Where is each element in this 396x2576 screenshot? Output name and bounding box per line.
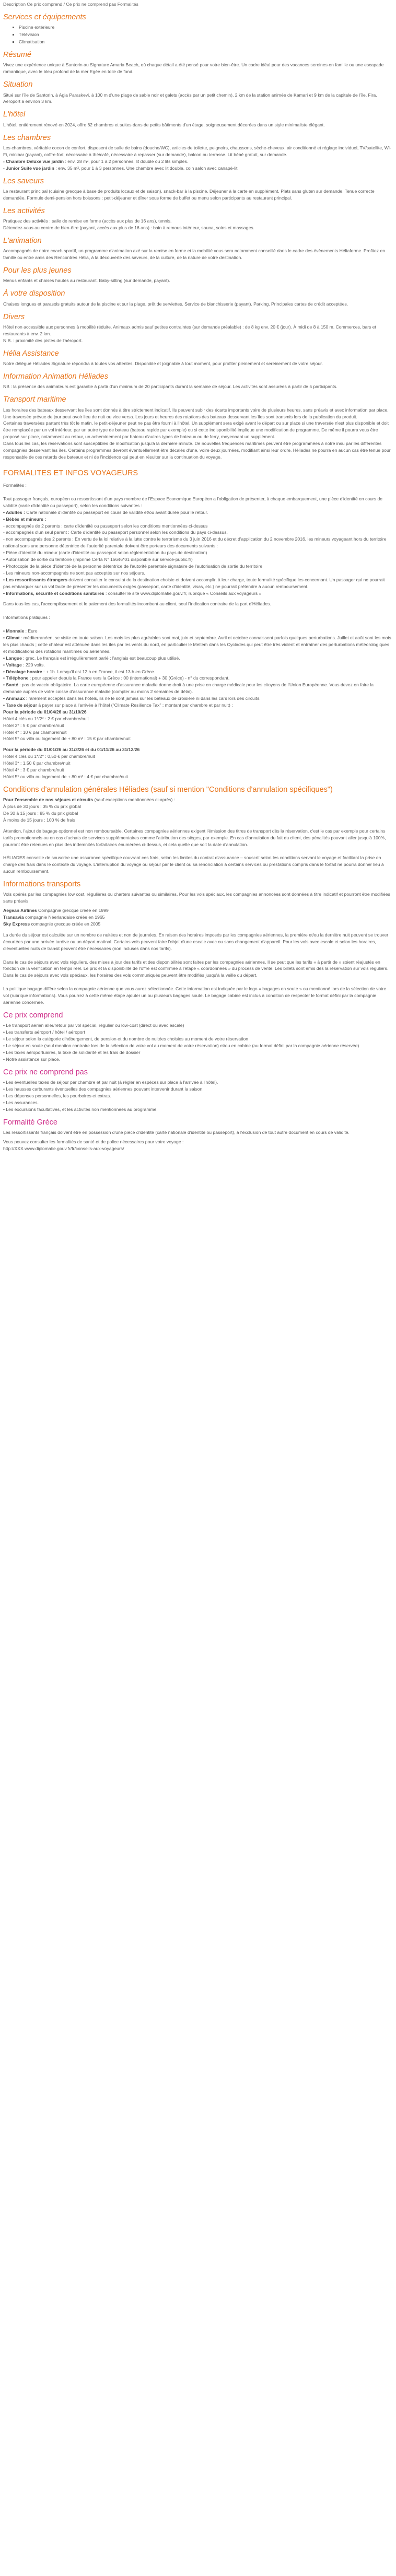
pratique-label: • Langue [3,655,22,661]
chambres-section [3,134,392,172]
situation-text: Situé sur l'île de Santorin, à Agia Paraskevi, à 100 m d'une plage de sable noir et galets (accès par un petit chemin), 2 km de la station animée de Kamari et 9 km de la capitale de l'île, Fira. Aéroport à environ 3 km. [3,92,377,104]
transports-info-section [3,880,392,1006]
services-section [3,13,392,45]
jeunes-title: Pour les plus jeunes [3,266,72,275]
ne-comprend-item: • Les assurances. [3,1099,39,1105]
animation-heliades-text: NB : la présence des animateurs est garantie à partir d'un minimum de 20 participants durant la semaine de séjour. Les activités sont assurées à partir de 5 participants. [3,384,337,390]
tax-line: Hôtel 3* : 5 € par chambre/nuit [3,722,64,728]
list-item: ▪ Télévision [19,31,392,38]
pratique-item [3,628,392,635]
formalites-bebes-label: • Bébés et mineurs : [3,516,46,522]
company-name: Transavia [3,915,24,920]
formalite-grece-p1: Les ressortissants français doivent être en possession d'une pièce d'identité (carte nationale d'identité ou passeport), à l'exclusion de tout autre document en cours de validité. [3,1129,350,1135]
formalites-info-label: • Informations, sécurité et conditions sanitaires [3,590,104,596]
jeunes-text: Menus enfants et chaises hautes au restaurant. Baby-sitting (sur demande, payant). [3,278,170,284]
transports-info-p4: La politique bagage diffère selon la compagnie aérienne que vous aurez sélectionnée. Cette information est indiquée par le logo « bagages en soute » ou mentionné lors de la sélection de votre vol (rubrique informations). Vous pourrez à cette même étape ajouter un ou plusieurs bagages soute. Le bagage cabine est inclus à condition de respecter le format défini par la compagnie aérienne concernée. [3,986,387,1005]
formalites-title: FORMALITES ET INFOS VOYAGEURS [3,469,138,477]
tax-period-title [3,746,392,753]
tax-period-label: Pour la période du 01/04/26 au 31/10/26 [3,709,87,715]
annulation-p3: HÉLIADES conseille de souscrire une assurance spécifique couvrant ces frais, selon les limites du contrat d'assurance – souscrit selon les conditions servant le voyage et facilitant la prise en charge des frais dans le contexte du voyage. L'interruption du voyage ou séjour par le client ou sa renonciation à certains services ou prestations compris dans le forfait ne pourra donner lieu à aucun remboursement. [3,855,384,874]
pratique-text: à payer sur place à l'arrivée à l'hôtel ("Climate Resilience Tax" ; montant par chambre et par nuit) : [37,702,233,708]
pratique-label: • Taxe de séjour [3,702,37,708]
tax-line: Hôtel 3* : 1,50 € par chambre/nuit [3,760,71,766]
room-type-label: - Chambre Deluxe vue jardin [3,158,64,164]
pratique-label: • Décalage horaire [3,669,42,674]
services-list [3,24,392,45]
pratique-text: : rarement acceptés dans les hôtels, ils ne le sont jamais sur les bateaux de croisière ni dans les cars lors des circuits. [25,696,261,701]
pratique-item [3,695,392,702]
formalites-bebes-line: - Les mineurs non-accompagnés ne sont pas acceptés sur nos séjours. [3,570,145,576]
saveurs-title: Les saveurs [3,177,44,185]
formalites-subtitle: Formalités : [3,483,27,488]
company-line [3,921,392,928]
animation-title: L'animation [3,236,42,245]
page [0,0,396,1156]
saveurs-section [3,177,392,202]
tax-line: Hôtel 4* : 3 € par chambre/nuit [3,767,64,772]
formalites-info-text: : consulter le site www.diplomatie.gouv.fr, rubrique « Conseils aux voyageurs » [104,590,262,596]
ne-comprend-item: • Les dépenses personnelles, les pourboires et extras. [3,1093,111,1098]
divers-line-1: Hôtel non accessible aux personnes à mobilité réduite. Animaux admis sauf petites contraintes (sur demande préalable) : de 8 kg env. 20 € (jour). À midi de 8 à 150 m. Commerces, bars et restaurants à env. 2 km. [3,324,376,336]
formalites-bebes-line: • Autorisation de sortie du territoire (imprimé Cerfa N° 15646*01 disponible sur service-public.fr) [3,557,193,563]
pratique-text: : + 1h. Lorsqu'il est 12 h en France, il est 13 h en Grèce. [42,669,156,674]
annulation-p2: Attention, l'ajout de bagage optionnel est non remboursable. Certaines compagnies aériennes exigent l'émission des titres de transport dès la réservation, c'est le cas par exemple pour certains tarifs promotionnels ou en cas d'achats de services supplémentaires comme l'attribution des sièges, par exemple. En cas d'annulation du fait du client, des pénalités pouvant aller jusqu'à 100%, pourront être retenues en plus des indemnités forfaitaires énumérées ci-dessus, et cela quelle que soit la date d'annulation. [3,828,386,847]
formalite-grece-title: Formalité Grèce [3,1118,57,1127]
chambres-line-1 [3,158,392,165]
transport-title: Transport maritime [3,395,66,404]
pratique-label: • Climat [3,635,20,641]
pratique-text: : pas de vaccin obligatoire. La carte européenne d'assurance maladie donne droit à une prise en charge médicale pour les citoyens de l'Union Européenne. Vous devez en faire la demande auprès de votre caisse d'assurance maladie (compter au moins 2 semaines de délai). [3,682,374,695]
breadcrumb: Description Ce prix comprend / Ce prix ne comprend pas Formalités [3,2,138,7]
pratique-label: • Monnaie [3,628,25,634]
animation-section [3,237,392,261]
pratique-item [3,635,392,655]
situation-section [3,80,392,105]
transports-info-p1: Vols opérés par les compagnies low cost, régulières ou charters suivantes ou similaires. Pour les vols spéciaux, les compagnies annoncées sont données à titre indicatif et pourront être modifiées sans préavis. [3,892,390,904]
chambres-title: Les chambres [3,133,51,142]
formalites-adultes-label: • Adultes : [3,509,25,515]
comprend-item: • Le séjour selon la catégorie d'hébergement, de pension et du nombre de nuitées choisies au moment de votre réservation [3,1036,248,1042]
company-name: Aegean Airlines [3,908,37,914]
disposition-section [3,289,392,307]
pratique-label: • Voltage [3,662,22,668]
comprend-item: • Les transferts aéroport / hôtel / aéroport [3,1029,85,1035]
services-title: Services et équipements [3,13,86,21]
formalites-etrangers-label: • Les ressortissants étrangers [3,577,67,582]
company-desc: compagnie grecque créée en 2005 [30,921,101,927]
room-type-text: : env. 35 m², pour 1 à 3 personnes. Une chambre avec lit double, coin salon avec canapé-lit. [54,165,239,171]
annulation-line: À plus de 30 jours : 35 % du prix global [3,804,81,810]
pratique-item [3,702,392,709]
pratique-item [3,662,392,669]
animation-heliades-section [3,372,392,390]
activites-section [3,207,392,231]
annulation-intro-label: Pour l'ensemble de nos séjours et circuits [3,797,94,803]
room-type-label: - Junior Suite vue jardin [3,165,54,171]
tax-line: Hôtel 4* : 10 € par chambre/nuit [3,729,67,735]
formalites-note: Dans tous les cas, l'accomplissement et le paiement des formalités incombent au client, seul l'indication contraire de la part d'Héliades. [3,601,271,607]
saveurs-text: Le restaurant principal (cuisine grecque à base de produits locaux et de saison), snack-bar à la piscine. Déjeuner à la carte en supplément. Plats sans gluten sur demande. Tenue correcte demandée. Formule demi-pension hors boissons : petit-déjeuner et dîner sous forme de buffet ou menu selon participants au restaurant principal. [3,188,375,201]
formalites-section [3,469,392,780]
company-desc: compagnie Néerlandaise créée en 1965 [24,915,105,920]
hotel-title: L'hôtel [3,110,26,119]
animation-heliades-title: Information Animation Héliades [3,372,108,381]
resume-text: Vivez une expérience unique à Santorin au Signature Amaria Beach, où chaque détail a été pensé pour votre bien-être. Un cadre idéal pour des vacances sereines en famille ou une escapade romantique, avec le bleu profond de la mer Egée en toile de fond. [3,62,384,75]
ne-comprend-section [3,1068,392,1113]
tax-line: Hôtel 5* ou villa ou logement de + 80 m² : 4 € par chambre/nuit [3,774,129,779]
activites-line-2: Détendez-vous au centre de bien-être (payant, accès aux plus de 16 ans) : bain à remous intérieur, sauna, soins et massages. [3,225,255,230]
comprend-title: Ce prix comprend [3,1011,63,1020]
company-line [3,907,392,914]
hotel-text: L'hôtel, entièrement rénové en 2024, offre 62 chambres et suites dans de petits bâtiments d'un étage, soigneusement décorées dans un style minimaliste élégant. [3,122,325,127]
comprend-item: • Notre assistance sur place. [3,1056,61,1062]
pratique-item [3,669,392,675]
disposition-title: À votre disposition [3,289,65,298]
ne-comprend-item: • Les hausses carburants éventuelles des compagnies aériennes pouvant intervenir durant la saison. [3,1086,204,1092]
chambres-text: Les chambres, véritable cocon de confort, disposent de salle de bains (douche/WC), articles de toilette, peignoirs, chaussons, sèche-cheveux, air conditionné et réglage individuel, TV/satellite, Wi-Fi, minibar (payant), coffre-fort, nécessaire à thé/café, nécessaire à repasser (sur demande), balcon ou terrasse. Lit bébé gratuit, sur demande. [3,145,391,157]
comprend-item: • Les taxes aéroportuaires, la taxe de solidarité et les frais de dossier [3,1049,141,1055]
company-name: Sky Express [3,921,30,927]
annulation-title: Conditions d'annulation générales Héliades (sauf si mention "Conditions d'annulation spécifiques") [3,785,333,794]
company-line [3,914,392,921]
comprend-item: • Le transport aérien aller/retour par vol spécial, régulier ou low-cost (direct ou avec escale) [3,1023,184,1028]
ne-comprend-title: Ce prix ne comprend pas [3,1068,88,1076]
activites-line-1: Pratiquez des activités : salle de remise en forme (accès aux plus de 16 ans), tennis. [3,218,172,224]
transports-info-p2: La durée du séjour est calculée sur un nombre de nuitées et non de journées. En raison des horaires imposés par les compagnies aériennes, la première et/ou la dernière nuit peuvent se trouver écourtées par une arrivée tardive ou un départ matinal. Certains vols peuvent faire l'objet d'une escale avec ou sans changement d'appareil. Pour les vols avec escale et selon les horaires, d'éventuelles nuits de transit peuvent être nécessaires (non incluses dans nos tarifs). [3,932,389,951]
situation-title: Situation [3,80,33,89]
comprend-section [3,1011,392,1063]
pratique-label: • Téléphone [3,675,29,681]
pratique-text: : Euro [24,628,38,634]
formalites-info [3,590,392,597]
ne-comprend-item: • Les éventuelles taxes de séjour par chambre et par nuit (à régler en espèces sur place à l'arrivée à l'hôtel). [3,1080,218,1085]
formalites-intro: Tout passager français, européen ou ressortissant d'un pays membre de l'Espace Economique Européen a l'obligation de présenter, à chaque embarquement, une pièce d'identité en cours de validité (carte d'identité ou passeport), selon les conditions suivantes : [3,496,383,508]
divers-title: Divers [3,312,25,321]
list-item: ▪ Piscine extérieure [19,24,392,31]
pratique-item [3,682,392,695]
pratique-item [3,655,392,662]
helia-assistance-title: Hélia Assistance [3,349,59,358]
list-item: ▪ Climatisation [19,39,392,45]
annulation-line: À moins de 15 jours : 100 % de frais [3,817,76,823]
pratique-text: : méditerranéen, se visite en toute saison. Les mois les plus agréables sont mai, juin et septembre. Avril et octobre connaissent parfois quelques perturbations. Juillet et août sont les mois les plus chauds ; cette chaleur est atténuée dans les îles par les vents du nord, en particulier le Meltem dans les Cyclades qui peut être très violent et entraîner des perturbations météorologiques et modifications des rotations maritimes ou aériennes. [3,635,391,654]
transport-p3: Dans tous les cas, les réservations sont susceptibles de modification jusqu'à la dernière minute. De nouvelles fréquences maritimes peuvent être programmées à notre insu par les différentes compagnies desservant les îles. Certains programmes devront éventuellement être décalés d'une, voire deux journées, modifiant ainsi leur ordre. Héliades ne pourra en aucun cas être tenue pour responsable de ces retards des bateaux et ni de l'incidence qui peut en résulter sur la continuation du voyage. [3,441,391,460]
disposition-text: Chaises longues et parasols gratuits autour de la piscine et sur la plage, prêt de serviettes. Service de blanchisserie (payant). Parking. Principales cartes de crédit acceptées. [3,301,348,307]
activites-title: Les activités [3,206,45,215]
tax-line: Hôtel 5* ou villa ou logement de + 80 m² : 15 € par chambre/nuit [3,736,131,742]
resume-section [3,51,392,75]
formalites-adultes [3,509,392,516]
formalites-adultes-text: Carte nationale d'identité ou passeport en cours de validité et/ou avant durée pour le retour. [25,509,208,515]
pratique-text: : grec. Le français est irrégulièrement parlé ; l'anglais est beaucoup plus utilisé. [21,655,180,661]
divers-section [3,313,392,344]
comprend-item: • Le séjour en soute (seul mention contraire lors de la sélection de votre vol au moment de votre réservation) et/ou en cabine (au format défini par la compagnie aérienne réservée) [3,1043,359,1048]
pratique-text: : 220 volts. [21,662,45,668]
chambres-line-2 [3,165,392,172]
tax-period-label: Pour la période du 01/01/26 au 31/3/26 et du 01/11/26 au 31/12/26 [3,747,140,753]
jeunes-section [3,266,392,284]
formalites-bebes-line: - accompagnés d'un seul parent : Carte d'identité ou passeport personnel selon les conditions du pays ci-dessus, [3,530,228,535]
pratique-label: • Animaux [3,696,25,701]
animation-text: Accompagnés de notre coach sportif, un programme d'animation axé sur la remise en forme et la mobilité vous sera notamment conseillé dans le cadre des évènements Héliaforme. Profitez en famille ou entre amis des Rencontres Hélia, à la découverte des saveurs, de la culture, de la nature de votre destination. [3,248,386,261]
pratiques-title: Informations pratiques : [3,615,50,620]
formalite-grece-link[interactable]: http://XXX.www.diplomatie.gouv.fr/fr/conseils-aux-voyageurs/ [3,1145,124,1151]
room-type-text: : env. 28 m², pour 1 à 2 personnes, lit double ou 2 lits simples. [64,158,189,164]
formalites-etrangers [3,577,392,590]
formalites-bebes-line: - non accompagnés des 2 parents : En vertu de la loi relative à la lutte contre le terrorisme du 3 juin 2016 et du décret d'application du 2 novembre 2016, les mineurs voyageant hors du territoire national sans une personne détentrice de l'autorité parentale doivent être porteurs des documents suivants : [3,536,387,549]
helia-assistance-section [3,349,392,367]
formalites-bebes-line: • Photocopie de la pièce d'identité de la personne détentrice de l'autorité parentale signataire de l'autorisation de sortie du territoire [3,563,263,569]
annulation-line: De 30 à 15 jours : 85 % du prix global [3,810,78,816]
company-desc: Compagnie grecque créée en 1999 [37,908,109,914]
tax-line: Hôtel 4 clés ou 1*/2* : 0,50 € par chambre/nuit [3,754,95,759]
helia-assistance-text: Notre délégué Héliades Signature répondra à toutes vos attentes. Disponible et joignable à tout moment, pour profiter pleinement et sereinement de votre séjour. [3,361,323,367]
transport-p1: Les horaires des bateaux desservant les îles sont donnés à titre strictement indicatif. Ils peuvent subir des écarts importants voire de plusieurs heures, sans préavis et avec information par place. Une traversée prévue de jour peut avoir lieu de nuit ou vice versa. Les jours et heures des rotations des bateaux desservant les îles sont transmis lors de la publication du produit. [3,407,389,419]
annulation-intro-text: (sauf exceptions mentionnées ci-après) : [93,797,176,803]
resume-title: Résumé [3,50,31,59]
transports-info-title: Informations transports [3,880,81,889]
transport-p2: Certaines traversées partant très tôt le matin, le petit-déjeuner peut ne pas être fourni à l'hôtel. Un supplément sera exigé avant le départ ou sur place si une traversée n'est plus disponible et doit être remplacée par un vol intérieur, par un autre type de bateau (bateau rapide par exemple) ou si cette indisponibilité implique une modification de programme. De même il pourra vous être proposé sur place, notamment au retour, un acheminement par bateau d'autres types de bateaux ou de ferry, moyennant un supplément. [3,420,389,440]
formalite-grece-section [3,1118,392,1152]
formalites-etrangers-text: doivent consulter le consulat de la destination choisie et doivent accomplir, à leur charge, toute formalité spécifique les concernant. Un passager qui ne pourrait pas embarquer sur un vol faute de présenter les documents exigés (passeport, carte d'identité, visas, etc.) ne pourrait prétendre à aucun remboursement. [3,577,385,589]
tax-period-title [3,709,392,716]
ne-comprend-item: • Les excursions facultatives, et les activités non mentionnées au programme. [3,1106,158,1112]
pratique-text: : pour appeler depuis la France vers la Grèce : 00 (international) + 30 (Grèce) - n° du correspondant. [28,675,230,681]
formalites-bebes [3,516,392,523]
formalites-bebes-line: • Pièce d'identité du mineur (carte d'identité ou passeport selon réglementation du pays de destination) [3,550,207,556]
divers-line-2: N.B. : proximité des pistes de l'aéroport. [3,337,83,343]
annulation-section [3,786,392,875]
tax-line: Hôtel 4 clés ou 1*/2* : 2 € par chambre/nuit [3,716,89,721]
formalites-bebes-line: - accompagnés de 2 parents : carte d'identité ou passeport selon les conditions mentionnées ci-dessus [3,523,208,529]
pratique-item [3,675,392,682]
formalite-grece-p2: Vous pouvez consulter les formalités de santé et de police nécessaires pour votre voyage : [3,1139,184,1144]
pratique-label: • Santé [3,682,18,688]
transport-section [3,395,392,461]
hotel-section [3,110,392,128]
annulation-intro [3,797,392,803]
transports-info-p3: Dans le cas de séjours avec vols réguliers, des mises à jour des tarifs et des disponibilités sont faites par les compagnies aériennes. Il se peut que les tarifs « à partir de » soient réajustés en fonction de la vérification en temps réel. Le prix et la disponibilité de l'offre est confirmée à l'étape « coordonnées » du process de vente. Les billets sont émis dès la réservation sur vols réguliers. Dans le cas de séjours avec vols spéciaux, les horaires des vols communiqués peuvent être modifiés jusqu'à la veille du départ. [3,959,389,978]
